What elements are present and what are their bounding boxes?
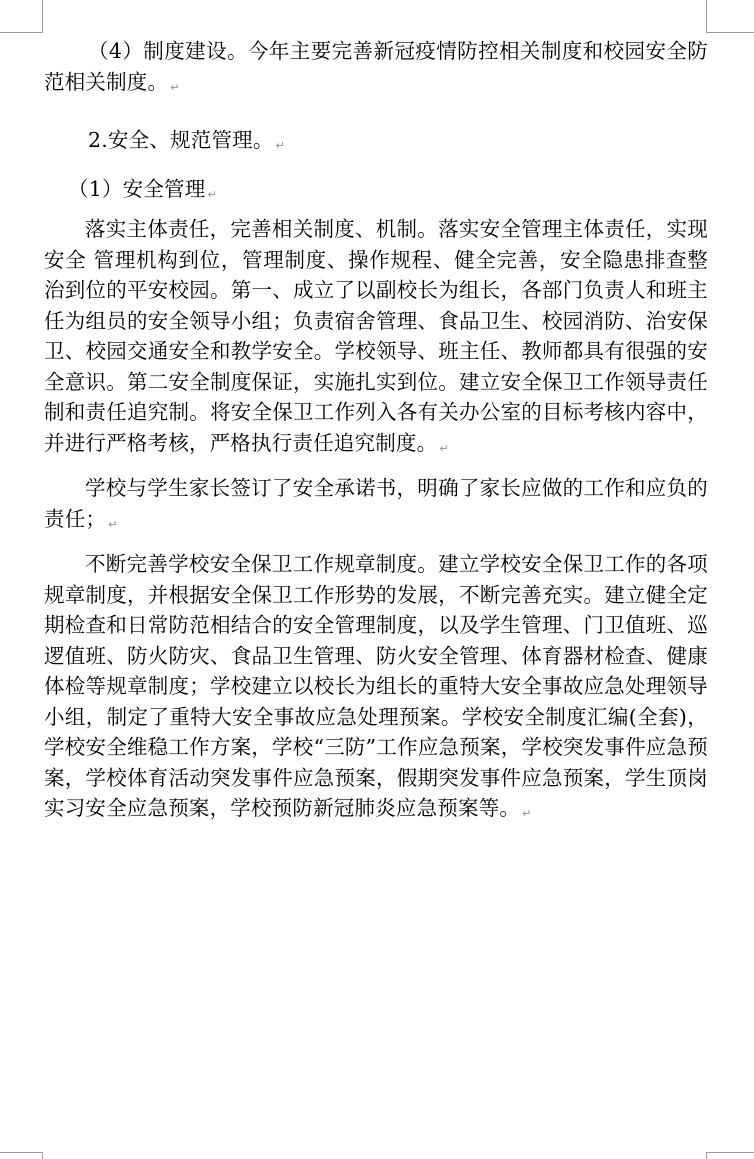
document-body[interactable] <box>44 36 708 830</box>
paragraph-text: 不断完善学校安全保卫工作规章制度。建立学校安全保卫工作的各项规章制度，并根据安全保卫工作形势的发展，不断完善充实。建立健全定期检查和日常防范相结合的安全管理制度，以及学生管理、门卫值班、巡逻值班、防火防灾、食品卫生管理、防火安全管理、体育器材检查、健康体检等规章制度；学校建立以校长为组长的重特大安全事故应急处理领导小组，制定了重特大安全事故应急处理预案。学校安全制度汇编(全套)，学校安全维稳工作方案，学校“三防”工作应急预案，学校突发事件应急预案，学校体育活动突发事件应急预案，假期突发事件应急预案，学生顶岗实习安全应急预案，学校预防新冠肺炎应急预案等。 <box>44 552 708 820</box>
heading-safety-management <box>44 125 708 162</box>
subheading-safety <box>44 174 708 211</box>
crop-mark-bottom-right <box>706 1152 707 1159</box>
crop-mark-top-right <box>707 32 754 33</box>
paragraph-mark-icon: ↵ <box>207 187 217 201</box>
paragraph-parent-commitment <box>44 473 708 540</box>
paragraph-regulations <box>44 549 708 830</box>
paragraph-mark-icon: ↵ <box>108 517 118 531</box>
paragraph-text: 学校与学生家长签订了安全承诺书，明确了家长应做的工作和应负的责任； <box>44 476 708 531</box>
heading-text: 2.安全、规范管理。 <box>88 128 274 152</box>
crop-mark-bottom-right <box>707 1152 754 1153</box>
crop-mark-top-left <box>42 0 43 33</box>
paragraph-main-responsibility <box>44 214 708 464</box>
crop-mark-top-right <box>706 0 707 33</box>
paragraph-mark-icon: ↵ <box>439 441 449 455</box>
paragraph-text: 落实主体责任，完善相关制度、机制。落实安全管理主体责任，实现安全 管理机构到位，管理制度、操作规程、健全完善，安全隐患排查整治到位的平安校园。第一、成立了以副校长为组长，各部门负责人和班主任为组员的安全领导小组；负责宿舍管理、食品卫生、校园消防、治安保卫、校园交通安全和教学安全。学校领导、班主任、教师都具有很强的安全意识。第二安全制度保证，实施扎实到位。建立安全保卫工作领导责任制和责任追究制。将安全保卫工作列入各有关办公室的目标考核内容中，并进行严格考核，严格执行责任追究制度。 <box>44 217 708 455</box>
paragraph-text: （4）制度建设。今年主要完善新冠疫情防控相关制度和校园安全防范相关制度。 <box>44 39 708 94</box>
paragraph-mark-icon: ↵ <box>170 80 180 94</box>
paragraph-system-construction <box>44 36 708 103</box>
crop-mark-bottom-left <box>0 1152 42 1153</box>
paragraph-mark-icon: ↵ <box>275 139 285 152</box>
crop-mark-top-left <box>0 32 42 33</box>
paragraph-mark-icon: ↵ <box>522 807 532 820</box>
subheading-text: （1）安全管理 <box>68 176 206 201</box>
crop-mark-bottom-left <box>42 1152 43 1159</box>
